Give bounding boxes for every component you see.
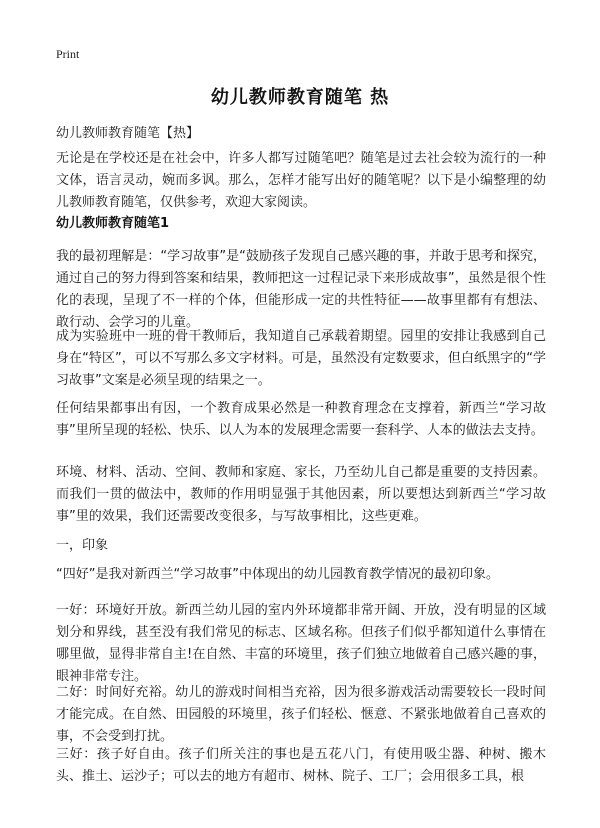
body-paragraph: 环境、材料、活动、空间、教师和家庭、家长，乃至幼儿自己都是重要的支持因素。而我们一贯的做法中，教师的作用明显强于其他因素，所以要想达到新西兰“学习故事”里的效果，我们还需要改变很多，与写故事相比，这些更难。 — [56, 465, 546, 524]
subsection-label: 一，印象 — [56, 538, 109, 553]
section-heading: 幼儿教师教育随笔1 — [56, 216, 170, 231]
page-title: 幼儿教师教育随笔 热 — [210, 87, 390, 108]
body-paragraph: 我的最初理解是：“学习故事”是“鼓励孩子发现自己感兴趣的事，并敢于思考和探究，通过自己的努力得到答案和结果，教师把这一过程记录下来形成故事”，虽然是很个性化的表现，呈现了不一样的个体，但能形成一定的共性特征——故事里都有有想法、敢行动、会学习的儿童。 — [56, 249, 546, 330]
print-link[interactable]: Print — [56, 47, 80, 61]
body-paragraph: 任何结果都事出有因，一个教育成果必然是一种教育理念在支撑着，新西兰“学习故事”里所呈现的轻松、快乐、以人为本的发展理念需要一套科学、人本的做法去支持。 — [56, 401, 546, 438]
impression-paragraph: “四好”是我对新西兰“学习故事”中体现出的幼儿园教育教学情况的最初印象。 — [56, 567, 499, 582]
intro-paragraph: 无论是在学校还是在社会中，许多人都写过随笔吧？随笔是过去社会较为流行的一种文体，语言灵动，婉而多讽。那么，怎样才能写出好的随笔呢？以下是小编整理的幼儿教师教育随笔，仅供参考，欢迎大家阅读。 — [56, 151, 546, 210]
good-item-paragraph: 一好：环境好开放。新西兰幼儿园的室内外环境都非常开阔、开放，没有明显的区域划分和界线，甚至没有我们常见的标志、区域名称。但孩子们似乎都知道什么事情在哪里做，显得非常自主!在自然、丰富的环境里，孩子们独立地做着自己感兴趣的事，眼神非常专注。 — [56, 603, 546, 684]
document-subtitle: 幼儿教师教育随笔【热】 — [56, 126, 200, 141]
good-item-paragraph: 三好：孩子好自由。孩子们所关注的事也是五花八门，有使用吸尘器、种树、搬木头、推土、运沙子；可以去的地方有超市、树林、院子、工厂；会用很多工具，根 — [56, 747, 546, 784]
body-paragraph: 成为实验班中一班的骨干教师后，我知道自己承载着期望。园里的安排让我感到自己身在“特区”，可以不写那么多文字材料。可是，虽然没有定数要求，但白纸黑字的“学习故事”文案是必须呈现的结果之一。 — [56, 329, 546, 388]
good-item-paragraph: 二好：时间好充裕。幼儿的游戏时间相当充裕，因为很多游戏活动需要较长一段时间才能完成。在自然、田园般的环境里，孩子们轻松、惬意、不紧张地做着自己喜欢的事，不会受到打扰。 — [56, 685, 546, 744]
